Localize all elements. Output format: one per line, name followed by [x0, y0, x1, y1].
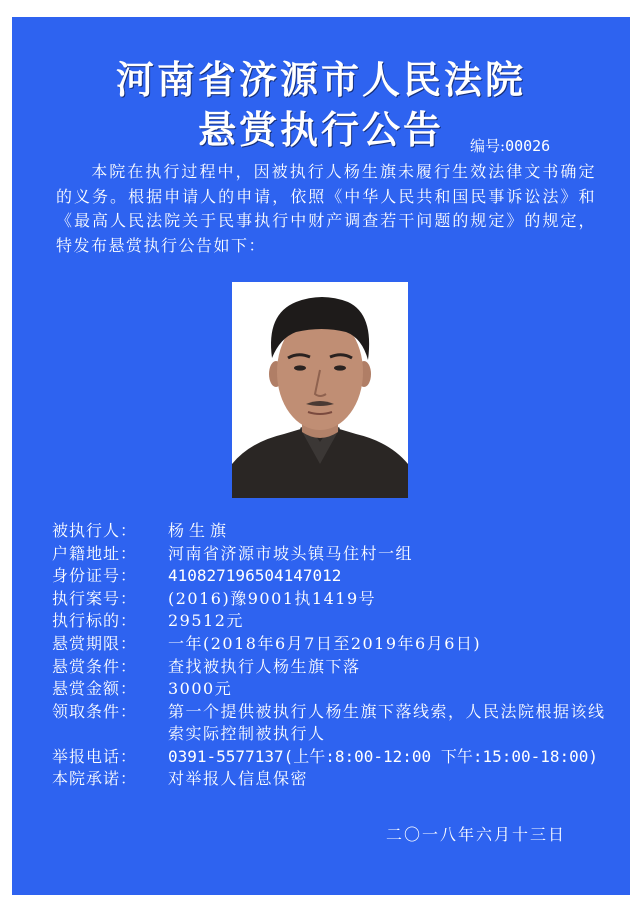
detail-value-case-number: (2016)豫9001执1419号	[168, 588, 377, 608]
detail-label: 被执行人：	[52, 521, 138, 540]
notice-date: 二〇一八年六月十三日	[386, 825, 567, 844]
detail-label: 执行案号：	[52, 588, 138, 608]
detail-label: 本院承诺：	[52, 769, 138, 789]
detail-value-reward-period: 一年(2018年6月7日至2019年6月6日)	[168, 633, 482, 653]
detail-label: 悬赏条件：	[52, 656, 138, 676]
detail-row-person	[52, 520, 622, 543]
detail-value-court-promise: 对举报人信息保密	[168, 769, 309, 789]
person-photo-icon	[232, 282, 408, 498]
detail-value-subject-amount: 29512元	[168, 611, 244, 631]
detail-label: 执行标的：	[52, 611, 138, 631]
detail-label: 悬赏期限：	[52, 633, 138, 653]
notice-number	[470, 135, 550, 156]
detail-row-report-phone	[52, 746, 622, 769]
detail-row-reward-amount	[52, 678, 622, 701]
detail-list	[52, 520, 622, 791]
detail-row-case-number	[52, 588, 622, 611]
detail-value-reward-amount: 3000元	[168, 679, 233, 699]
detail-value-id-number: 410827196504147012	[168, 566, 342, 586]
detail-row-court-promise	[52, 768, 622, 791]
detail-label: 户籍地址：	[52, 543, 138, 563]
person-photo	[232, 282, 408, 498]
notice-poster	[12, 17, 630, 895]
detail-label: 领取条件：	[52, 701, 138, 721]
detail-row-id-number	[52, 565, 622, 588]
detail-row-reward-condition	[52, 656, 622, 679]
detail-label: 身份证号：	[52, 566, 138, 586]
notice-title: 悬赏执行公告	[197, 108, 444, 152]
detail-row-reward-period	[52, 633, 622, 656]
detail-value-reward-condition: 查找被执行人杨生旗下落	[168, 656, 361, 676]
detail-row-claim-condition	[52, 701, 622, 746]
detail-label: 悬赏金额：	[52, 679, 138, 699]
notice-number-value: 00026	[505, 137, 551, 155]
detail-value-claim-condition: 第一个提供被执行人杨生旗下落线索，人民法院根据该线索实际控制被执行人	[168, 701, 606, 744]
court-name-title: 河南省济源市人民法院	[115, 58, 526, 102]
detail-row-address	[52, 543, 622, 566]
detail-label: 举报电话：	[52, 746, 138, 766]
detail-row-subject-amount	[52, 610, 622, 633]
intro-paragraph: 本院在执行过程中，因被执行人杨生旗未履行生效法律文书确定的义务。根据申请人的申请，依照《中华人民共和国民事诉讼法》和《最高人民法院关于民事执行中财产调查若干问题的规定》的规定，特发布悬赏执行公告如下：	[56, 162, 596, 255]
detail-value-address: 河南省济源市坡头镇马住村一组	[168, 543, 414, 563]
detail-value-person: 杨生旗	[168, 521, 232, 540]
detail-value-report-phone: 0391-5577137(上午:8:00-12:00 下午:15:00-18:00)	[168, 746, 599, 766]
notice-number-label: 编号:	[470, 137, 506, 155]
